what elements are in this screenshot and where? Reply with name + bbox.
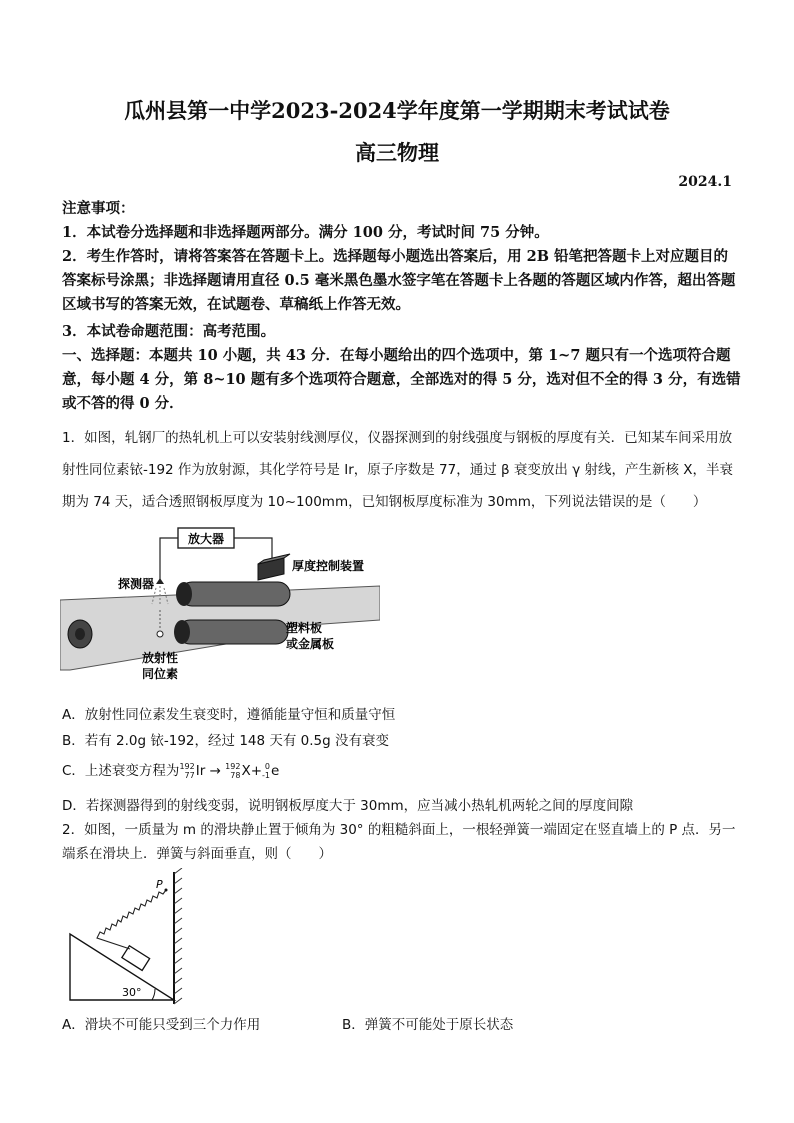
exam-title: 瓜州县第一中学2023-2024学年度第一学期期末考试试卷 — [124, 98, 670, 123]
spring — [97, 890, 166, 949]
x-symbol: X — [241, 763, 251, 779]
x-nuclide-numbers: 192 78 — [225, 762, 241, 780]
question-2-option-a: A．滑块不可能只受到三个力作用 — [62, 1017, 261, 1033]
reaction-arrow: → — [209, 763, 221, 779]
point-p-label: P — [156, 878, 163, 891]
section-1-heading: 一、选择题：本题共 10 小题，共 43 分．在每小题给出的四个选项中，第 1~7 题只有一个选项符合题意，每小题 4 分，第 8~10 题有多个选项符合题意，全部选对的得 5 分，选对但不全的得 3 分，有选错或不答的得 0 分． — [62, 347, 741, 412]
ir-nuclide-numbers: 192 77 — [179, 762, 195, 780]
angle-label: 30° — [122, 986, 142, 999]
notice-item-3: 3．本试卷命题范围：高考范围。 — [62, 323, 276, 340]
incline-spring-figure — [60, 868, 190, 1008]
electron-symbol: e — [271, 763, 280, 779]
question-1-option-a: A．放射性同位素发生衰变时，遵循能量守恒和质量守恒 — [62, 707, 396, 723]
electron-numbers: 0 -1 — [262, 762, 270, 780]
exam-subject: 高三物理 — [355, 140, 439, 165]
source-icon — [157, 631, 163, 637]
roller-top — [180, 582, 290, 606]
notice-heading: 注意事项： — [62, 200, 135, 217]
notice-item-2: 2．考生作答时，请将答案答在答题卡上。选择题每小题选出答案后，用 2B 铅笔把答题卡上对应题目的答案标号涂黑；非选择题请用直径 0.5 毫米黑色墨水签字笔在答题卡上各题的答题区域内作答，超出答题区域书写的答案无效，在试题卷、草稿纸上作答无效。 — [62, 248, 736, 313]
roller-bottom — [178, 620, 288, 644]
option-c-prefix: C．上述衰变方程为 — [62, 763, 180, 779]
question-1-option-c — [62, 759, 279, 780]
question-2-stem: 2．如图，一质量为 m 的滑块静止置于倾角为 30° 的粗糙斜面上，一根轻弹簧一端固定在竖直墙上的 P 点．另一端系在滑块上．弹簧与斜面垂直，则（ ） — [62, 822, 736, 862]
ir-symbol: Ir — [195, 763, 206, 779]
controller-label: 厚度控制装置 — [292, 559, 365, 573]
amplifier-label: 放大器 — [187, 532, 225, 546]
rolling-mill-figure — [60, 520, 380, 690]
detector-icon — [156, 578, 164, 584]
plate-label-2: 或金属板 — [286, 637, 335, 651]
question-1-option-b: B．若有 2.0g 铱-192，经过 148 天有 0.5g 没有衰变 — [62, 733, 389, 749]
question-1-stem: 1．如图，轧钢厂的热轧机上可以安装射线测厚仪，仪器探测到的射线强度与钢板的厚度有关．已知某车间采用放射性同位素铱-192 作为放射源，其化学符号是 Ir，原子序数是 77，通过 β 衰变放出 γ 射线，产生新核 X，半衰期为 74 天，适合透照钢板厚度为 10~100mm，已知钢板厚度标准为 30mm，下列说法错误的是（ ） — [62, 430, 734, 510]
detector-label: 探测器 — [118, 577, 155, 591]
source-label-1: 放射性 — [141, 651, 179, 665]
notice-item-1: 1．本试卷分选择题和非选择题两部分。满分 100 分，考试时间 75 分钟。 — [62, 224, 549, 241]
plus-sign: + — [250, 763, 263, 779]
plate-label-1: 塑料板 — [286, 621, 323, 635]
slider-block — [122, 946, 150, 971]
exam-date: 2024.1 — [678, 174, 732, 190]
question-2-option-b: B．弹簧不可能处于原长状态 — [342, 1017, 514, 1033]
question-1-option-d: D．若探测器得到的射线变弱，说明钢板厚度大于 30mm，应当减小热轧机两轮之间的厚度间隙 — [62, 798, 634, 814]
source-label-2: 同位素 — [141, 667, 179, 681]
